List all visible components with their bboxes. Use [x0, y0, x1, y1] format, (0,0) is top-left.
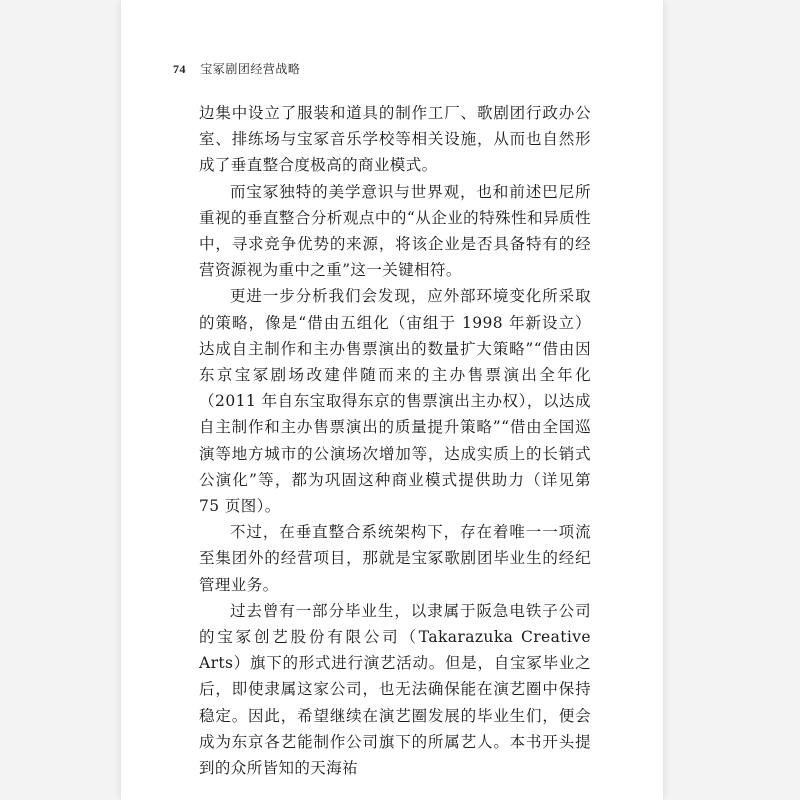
book-page [121, 0, 663, 800]
paragraph: 不过，在垂直整合系统架构下，存在着唯一一项流至集团外的经营项目，那就是宝冢歌剧团毕业生的经纪管理业务。 [199, 523, 591, 594]
body-text [199, 100, 591, 781]
paragraph-continuation: 边集中设立了服装和道具的制作工厂、歌剧团行政办公室、排练场与宝冢音乐学校等相关设施，从而也自然形成了垂直整合度极高的商业模式。 [199, 104, 591, 175]
paragraph: 而宝冢独特的美学意识与世界观，也和前述巴尼所重视的垂直整合分析观点中的“从企业的特殊性和异质性中，寻求竞争优势的来源，将该企业是否具备特有的经营资源视为重中之重”这一关键相符。 [199, 182, 591, 280]
page-number: 74 [173, 62, 186, 76]
running-title: 宝冢剧团经营战略 [200, 62, 301, 76]
running-header [173, 60, 300, 77]
paragraph: 更进一步分析我们会发现，应外部环境变化所采取的策略，像是“借由五组化（宙组于 1998 年新设立）达成自主制作和主办售票演出的数量扩大策略”“借由因东京宝冢剧场改建伴随而来的主办售票演出全年化（2011 年自东宝取得东京的售票演出主办权），以达成自主制作和主办售票演出的质量提升策略”“借由全国巡演等地方城市的公演场次增加等，达成实质上的长销式公演化”等，都为巩固这种商业模式提供助力（详见第 75 页图）。 [199, 287, 591, 516]
paragraph: 过去曾有一部分毕业生，以隶属于阪急电铁子公司的宝冢创艺股份有限公司（Takarazuka Creative Arts）旗下的形式进行演艺活动。但是，自宝冢毕业之后，即使隶属这家公司，也无法确保能在演艺圈中保持稳定。因此，希望继续在演艺圈发展的毕业生们，便会成为东京各艺能制作公司旗下的所属艺人。本书开头提到的众所皆知的天海祐 [199, 601, 591, 778]
